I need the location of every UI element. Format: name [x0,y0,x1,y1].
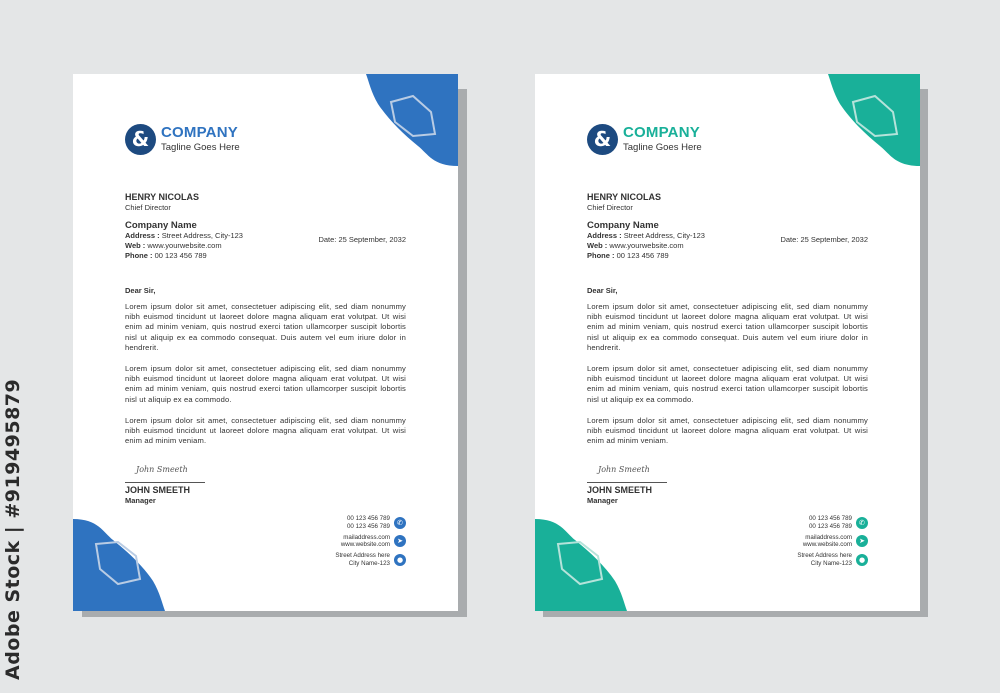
paragraph: Lorem ipsum dolor sit amet, consectetuer adipiscing elit, sed diam nonummy nibh euismod tincidunt ut laoreet dolore magna aliquam erat volutpat. Ut wisi enim ad minim veniam. [125,415,406,446]
signatory-role: Manager [125,496,156,505]
sender-name: HENRY NICOLAS [125,192,200,202]
company-tagline: Tagline Goes Here [623,142,702,153]
signature-script: John Smeeth [136,465,188,474]
sender-company: Company Name [125,220,197,231]
signature-line [587,482,667,483]
sender-role: Chief Director [587,203,633,212]
sender-web: Web : www.yourwebsite.com [125,241,222,250]
sender-name: HENRY NICOLAS [587,192,662,202]
salutation: Dear Sir, [125,286,156,295]
contact-mail-row: mailaddress.com www.website.com ➤ [266,534,406,550]
signature-line [125,482,205,483]
paragraph: Lorem ipsum dolor sit amet, consectetuer adipiscing elit, sed diam nonummy nibh euismod tincidunt ut laoreet dolore magna aliquam erat volutpat. Ut wisi enim ad minim veniam, quis nostrud exerci tation ullamcorper suscipit lobortis nisl ut aliquip ex ea commodo. [587,364,868,404]
signature-script: John Smeeth [598,465,650,474]
sender-address: Address : Street Address, City-123 [125,231,243,240]
phone-icon: ✆ [394,517,406,529]
letterhead-blue [73,74,458,611]
paragraph: Lorem ipsum dolor sit amet, consectetuer adipiscing elit, sed diam nonummy nibh euismod tincidunt ut laoreet dolore magna aliquam erat volutpat. Ut wisi enim ad minim veniam, quis nostrud exerci tation ullamcorper suscipit lobortis nisl ut aliquip ex ea commodo consequat. Duis autem vel eum iriure dolor in hendrerit. [125,302,406,352]
phone-icon: ✆ [856,517,868,529]
letter-date: Date: 25 September, 2032 [780,235,868,244]
sender-phone: Phone : 00 123 456 789 [125,251,207,260]
contact-phone-row: 00 123 456 789 00 123 456 789 ✆ [266,515,406,531]
sender-block [587,192,887,261]
location-pin-icon: ● [856,554,868,566]
sender-web: Web : www.yourwebsite.com [587,241,684,250]
sender-company: Company Name [587,220,659,231]
company-logo [587,124,702,155]
letter-date: Date: 25 September, 2032 [318,235,406,244]
company-name: COMPANY [623,124,700,141]
company-tagline: Tagline Goes Here [161,142,240,153]
sender-phone: Phone : 00 123 456 789 [587,251,669,260]
contact-address-row: Street Address here City Name-123 ● [266,552,406,568]
stock-id-side-text: Adobe Stock | #919495879 [2,378,24,680]
logo-ampersand-icon: & [125,124,156,155]
logo-ampersand-icon: & [587,124,618,155]
signatory-name: JOHN SMEETH [125,485,191,495]
send-icon: ➤ [856,535,868,547]
sender-role: Chief Director [125,203,171,212]
letterhead-teal [535,74,920,611]
letter-body [125,302,406,457]
salutation: Dear Sir, [587,286,618,295]
send-icon: ➤ [394,535,406,547]
paragraph: Lorem ipsum dolor sit amet, consectetuer adipiscing elit, sed diam nonummy nibh euismod tincidunt ut laoreet dolore magna aliquam erat volutpat. Ut wisi enim ad minim veniam, quis nostrud exerci tation ullamcorper suscipit lobortis nisl ut aliquip ex ea commodo. [125,364,406,404]
company-logo [125,124,240,155]
signatory-role: Manager [587,496,618,505]
bottom-left-corner-shape [535,519,627,611]
top-right-corner-shape [366,74,458,166]
contact-mail-row: mailaddress.com www.website.com ➤ [728,534,868,550]
bottom-left-corner-shape [73,519,165,611]
sender-address: Address : Street Address, City-123 [587,231,705,240]
footer-contact [266,515,406,571]
company-name: COMPANY [161,124,238,141]
sender-block [125,192,425,261]
letter-body [587,302,868,457]
footer-contact [728,515,868,571]
signatory-name: JOHN SMEETH [587,485,653,495]
paragraph: Lorem ipsum dolor sit amet, consectetuer adipiscing elit, sed diam nonummy nibh euismod tincidunt ut laoreet dolore magna aliquam erat volutpat. Ut wisi enim ad minim veniam. [587,415,868,446]
contact-address-row: Street Address here City Name-123 ● [728,552,868,568]
contact-phone-row: 00 123 456 789 00 123 456 789 ✆ [728,515,868,531]
paragraph: Lorem ipsum dolor sit amet, consectetuer adipiscing elit, sed diam nonummy nibh euismod tincidunt ut laoreet dolore magna aliquam erat volutpat. Ut wisi enim ad minim veniam, quis nostrud exerci tation ullamcorper suscipit lobortis nisl ut aliquip ex ea commodo consequat. Duis autem vel eum iriure dolor in hendrerit. [587,302,868,352]
location-pin-icon: ● [394,554,406,566]
top-right-corner-shape [828,74,920,166]
